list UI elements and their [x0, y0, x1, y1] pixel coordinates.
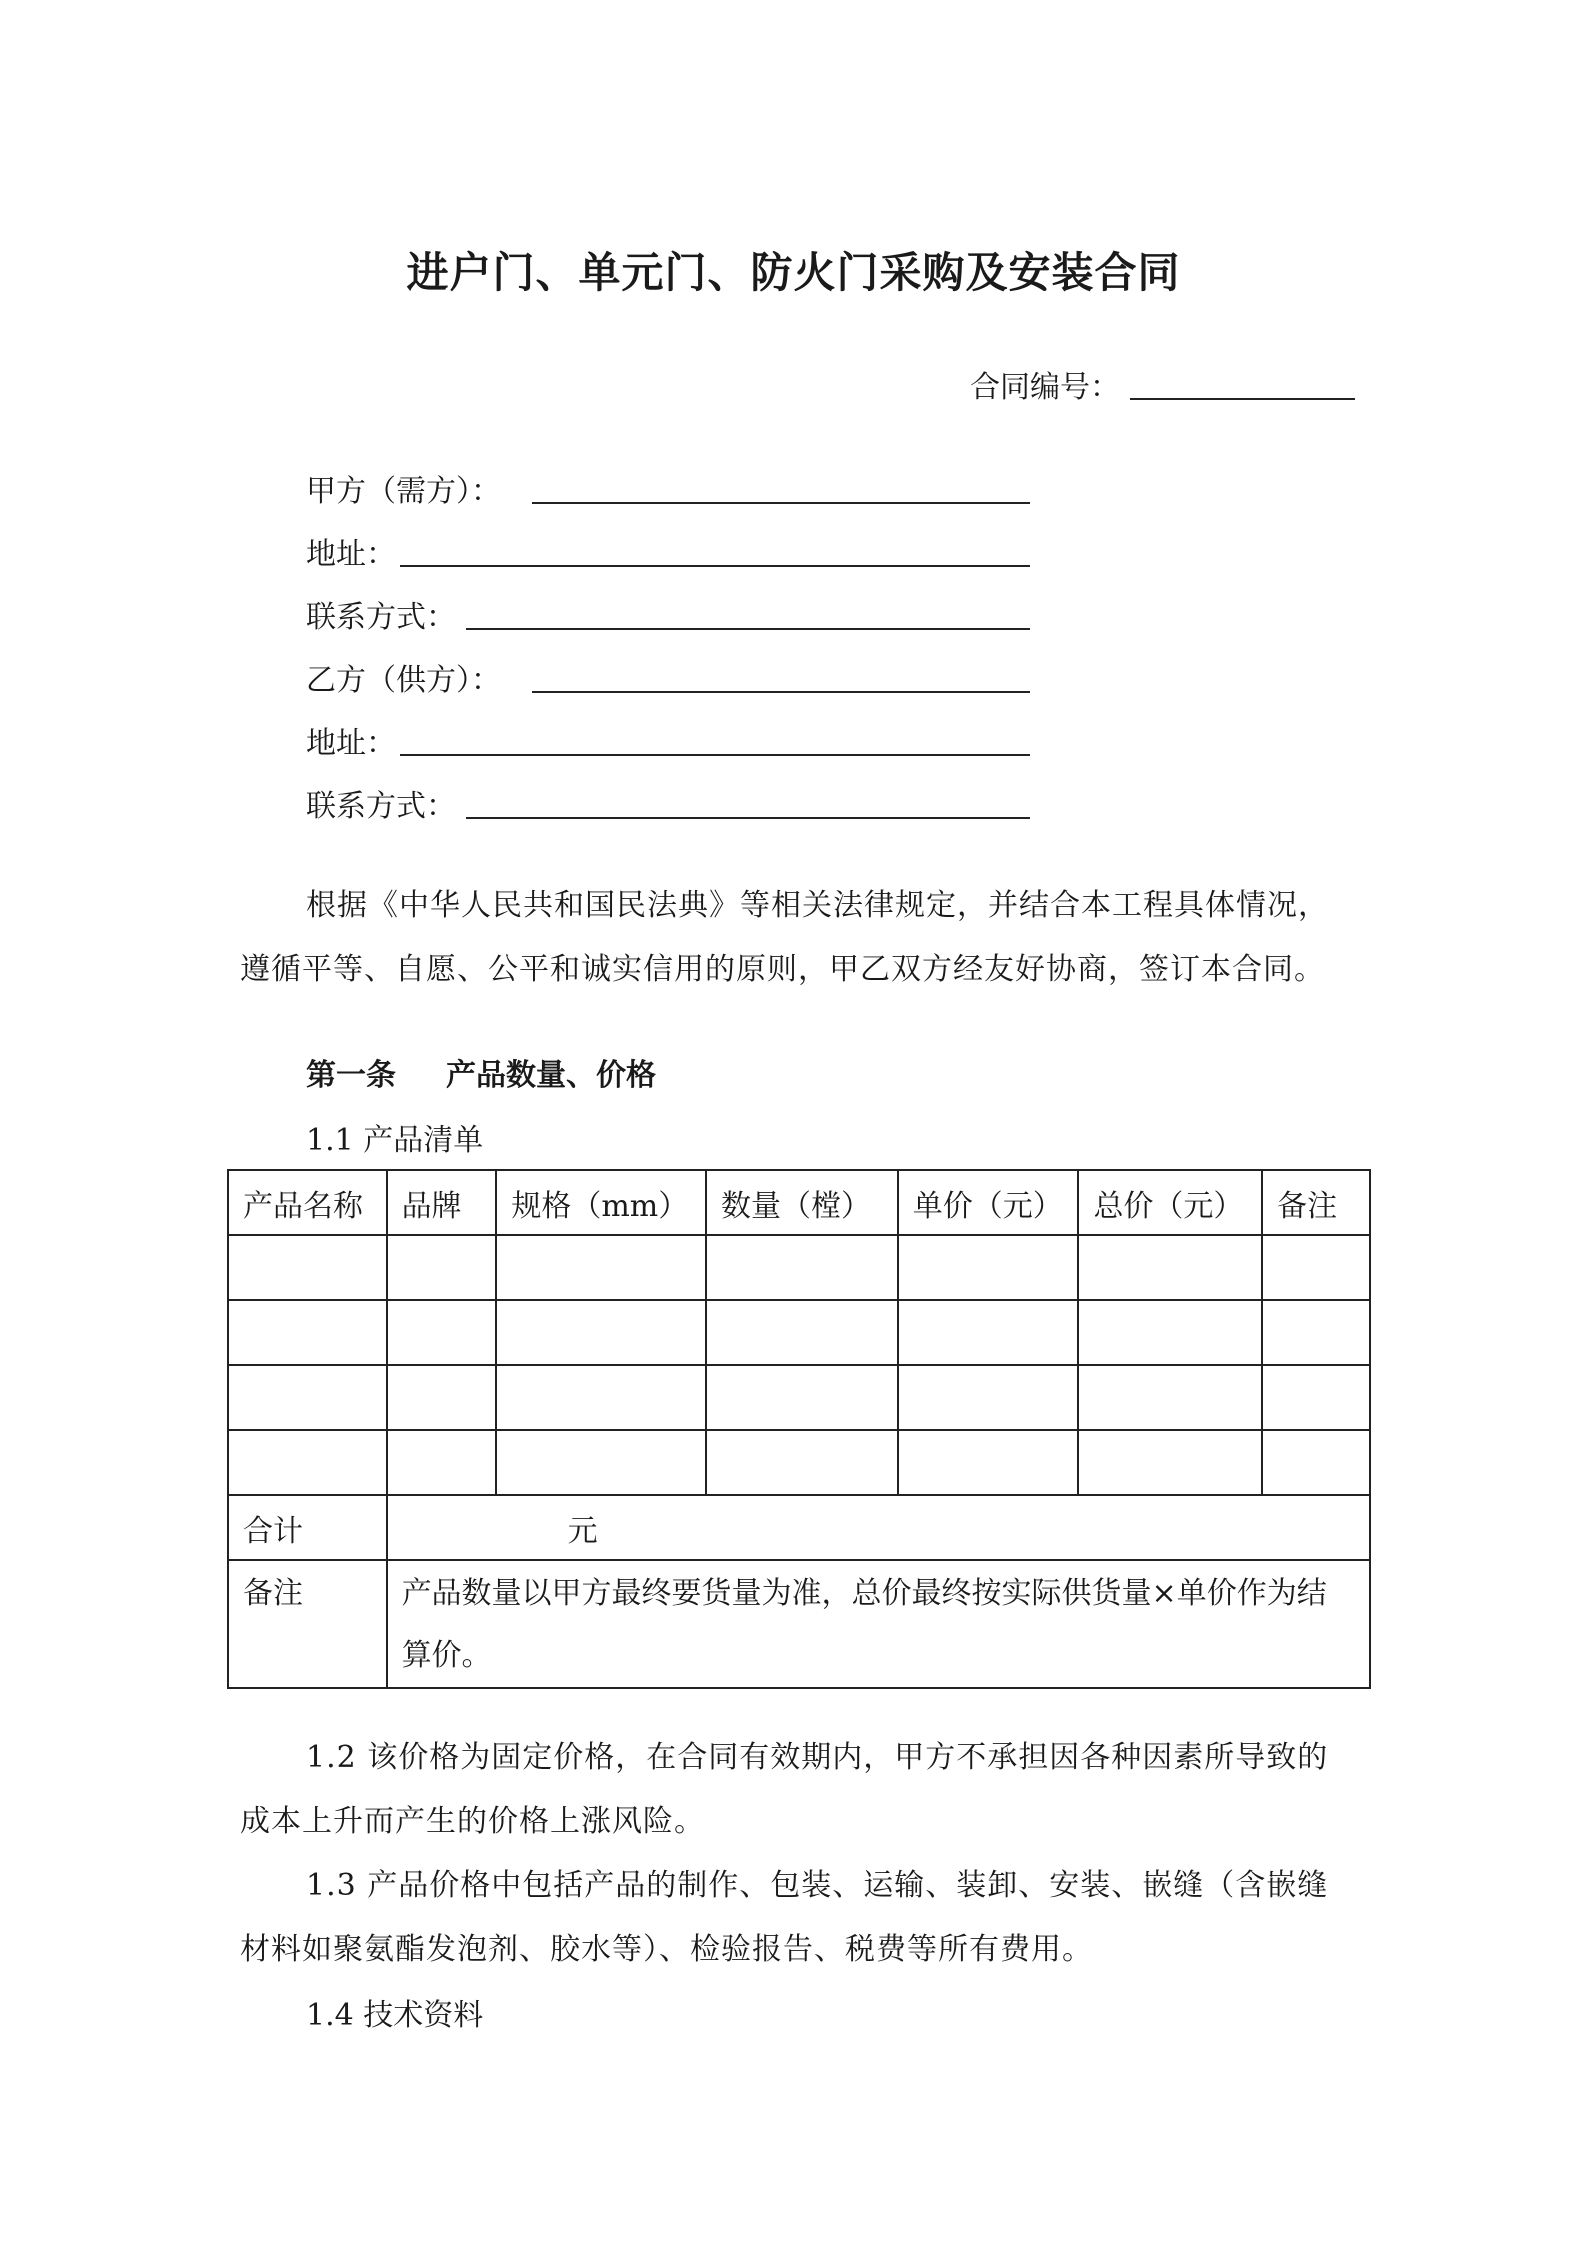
- contract-number-blank[interactable]: [1130, 398, 1355, 400]
- product-table: [227, 1169, 1371, 1689]
- table-cell[interactable]: [496, 1365, 706, 1430]
- preamble-paragraph: 根据《中华人民共和国民法典》等相关法律规定，并结合本工程具体情况，遵循平等、自愿、公平和诚实信用的原则，甲乙双方经友好协商，签订本合同。: [240, 888, 1329, 987]
- party-a-contact: [306, 592, 456, 635]
- table-cell[interactable]: [898, 1235, 1079, 1300]
- table-cell[interactable]: [706, 1300, 898, 1365]
- table-cell[interactable]: [1262, 1300, 1370, 1365]
- table-cell[interactable]: [706, 1235, 898, 1300]
- header-total-price: 总价（元）: [1078, 1170, 1262, 1235]
- table-header-row: [228, 1170, 1370, 1235]
- header-brand: 品牌: [387, 1170, 497, 1235]
- table-row: [228, 1300, 1370, 1365]
- total-value-cell[interactable]: [387, 1495, 1370, 1560]
- header-spec: 规格（mm）: [496, 1170, 706, 1235]
- table-cell[interactable]: [706, 1430, 898, 1495]
- total-label: 合计: [228, 1495, 387, 1560]
- party-a-address-label: 地址：: [306, 537, 396, 572]
- table-cell[interactable]: [898, 1365, 1079, 1430]
- note-label: 备注: [228, 1560, 387, 1688]
- table-total-row: [228, 1495, 1370, 1560]
- party-a-contact-blank[interactable]: [466, 628, 1030, 630]
- header-remarks: 备注: [1262, 1170, 1370, 1235]
- party-b-contact-blank[interactable]: [466, 817, 1030, 819]
- table-cell[interactable]: [1078, 1235, 1262, 1300]
- table-cell[interactable]: [496, 1430, 706, 1495]
- table-cell[interactable]: [706, 1365, 898, 1430]
- header-unit-price: 单价（元）: [898, 1170, 1079, 1235]
- party-b-contact-label: 联系方式：: [306, 789, 456, 824]
- contract-number-label: 合同编号：: [970, 370, 1120, 405]
- section-1-3: 1.3 产品价格中包括产品的制作、包装、运输、装卸、安装、嵌缝（含嵌缝材料如聚氨酯发泡剂、胶水等）、检验报告、税费等所有费用。: [240, 1868, 1329, 1967]
- header-quantity: 数量（樘）: [706, 1170, 898, 1235]
- table-note-row: [228, 1560, 1370, 1688]
- table-cell[interactable]: [387, 1235, 497, 1300]
- party-b-address-blank[interactable]: [400, 754, 1030, 756]
- table-cell[interactable]: [228, 1430, 387, 1495]
- table-cell[interactable]: [496, 1300, 706, 1365]
- table-cell[interactable]: [387, 1430, 497, 1495]
- table-cell[interactable]: [228, 1235, 387, 1300]
- table-cell[interactable]: [898, 1430, 1079, 1495]
- party-b-blank[interactable]: [532, 691, 1030, 693]
- section-1-4: 1.4 技术资料: [306, 1998, 484, 2033]
- party-b: [306, 655, 501, 698]
- table-cell[interactable]: [1078, 1430, 1262, 1495]
- table-cell[interactable]: [1078, 1365, 1262, 1430]
- party-a-blank[interactable]: [532, 502, 1030, 504]
- article-1-title: 产品数量、价格: [446, 1058, 656, 1093]
- contract-number: [970, 362, 1120, 406]
- party-b-address: [306, 718, 396, 761]
- total-unit: 元: [567, 1513, 598, 1549]
- party-b-label: 乙方（供方）：: [306, 663, 501, 698]
- table-cell[interactable]: [496, 1235, 706, 1300]
- section-1-1: 1.1 产品清单: [306, 1123, 484, 1158]
- table-cell[interactable]: [228, 1365, 387, 1430]
- table-row: [228, 1365, 1370, 1430]
- party-a-label: 甲方（需方）：: [306, 474, 501, 509]
- table-row: [228, 1430, 1370, 1495]
- table-cell[interactable]: [1262, 1235, 1370, 1300]
- party-b-address-label: 地址：: [306, 726, 396, 761]
- section-1-2: 1.2 该价格为固定价格，在合同有效期内，甲方不承担因各种因素所导致的成本上升而产生的价格上涨风险。: [240, 1740, 1329, 1839]
- party-a-contact-label: 联系方式：: [306, 600, 456, 635]
- party-a-address: [306, 529, 396, 572]
- table-cell[interactable]: [1262, 1430, 1370, 1495]
- header-product-name: 产品名称: [228, 1170, 387, 1235]
- table-cell[interactable]: [387, 1365, 497, 1430]
- note-text: 产品数量以甲方最终要货量为准，总价最终按实际供货量×单价作为结算价。: [387, 1560, 1370, 1688]
- party-a-address-blank[interactable]: [400, 565, 1030, 567]
- party-b-contact: [306, 781, 456, 824]
- article-1-number: 第一条: [306, 1058, 396, 1093]
- table-cell[interactable]: [1078, 1300, 1262, 1365]
- party-a: [306, 466, 501, 509]
- document-title: 进户门、单元门、防火门采购及安装合同: [406, 248, 1181, 297]
- table-cell[interactable]: [898, 1300, 1079, 1365]
- table-cell[interactable]: [387, 1300, 497, 1365]
- table-cell[interactable]: [1262, 1365, 1370, 1430]
- table-cell[interactable]: [228, 1300, 387, 1365]
- article-1-heading: [306, 1050, 656, 1094]
- table-row: [228, 1235, 1370, 1300]
